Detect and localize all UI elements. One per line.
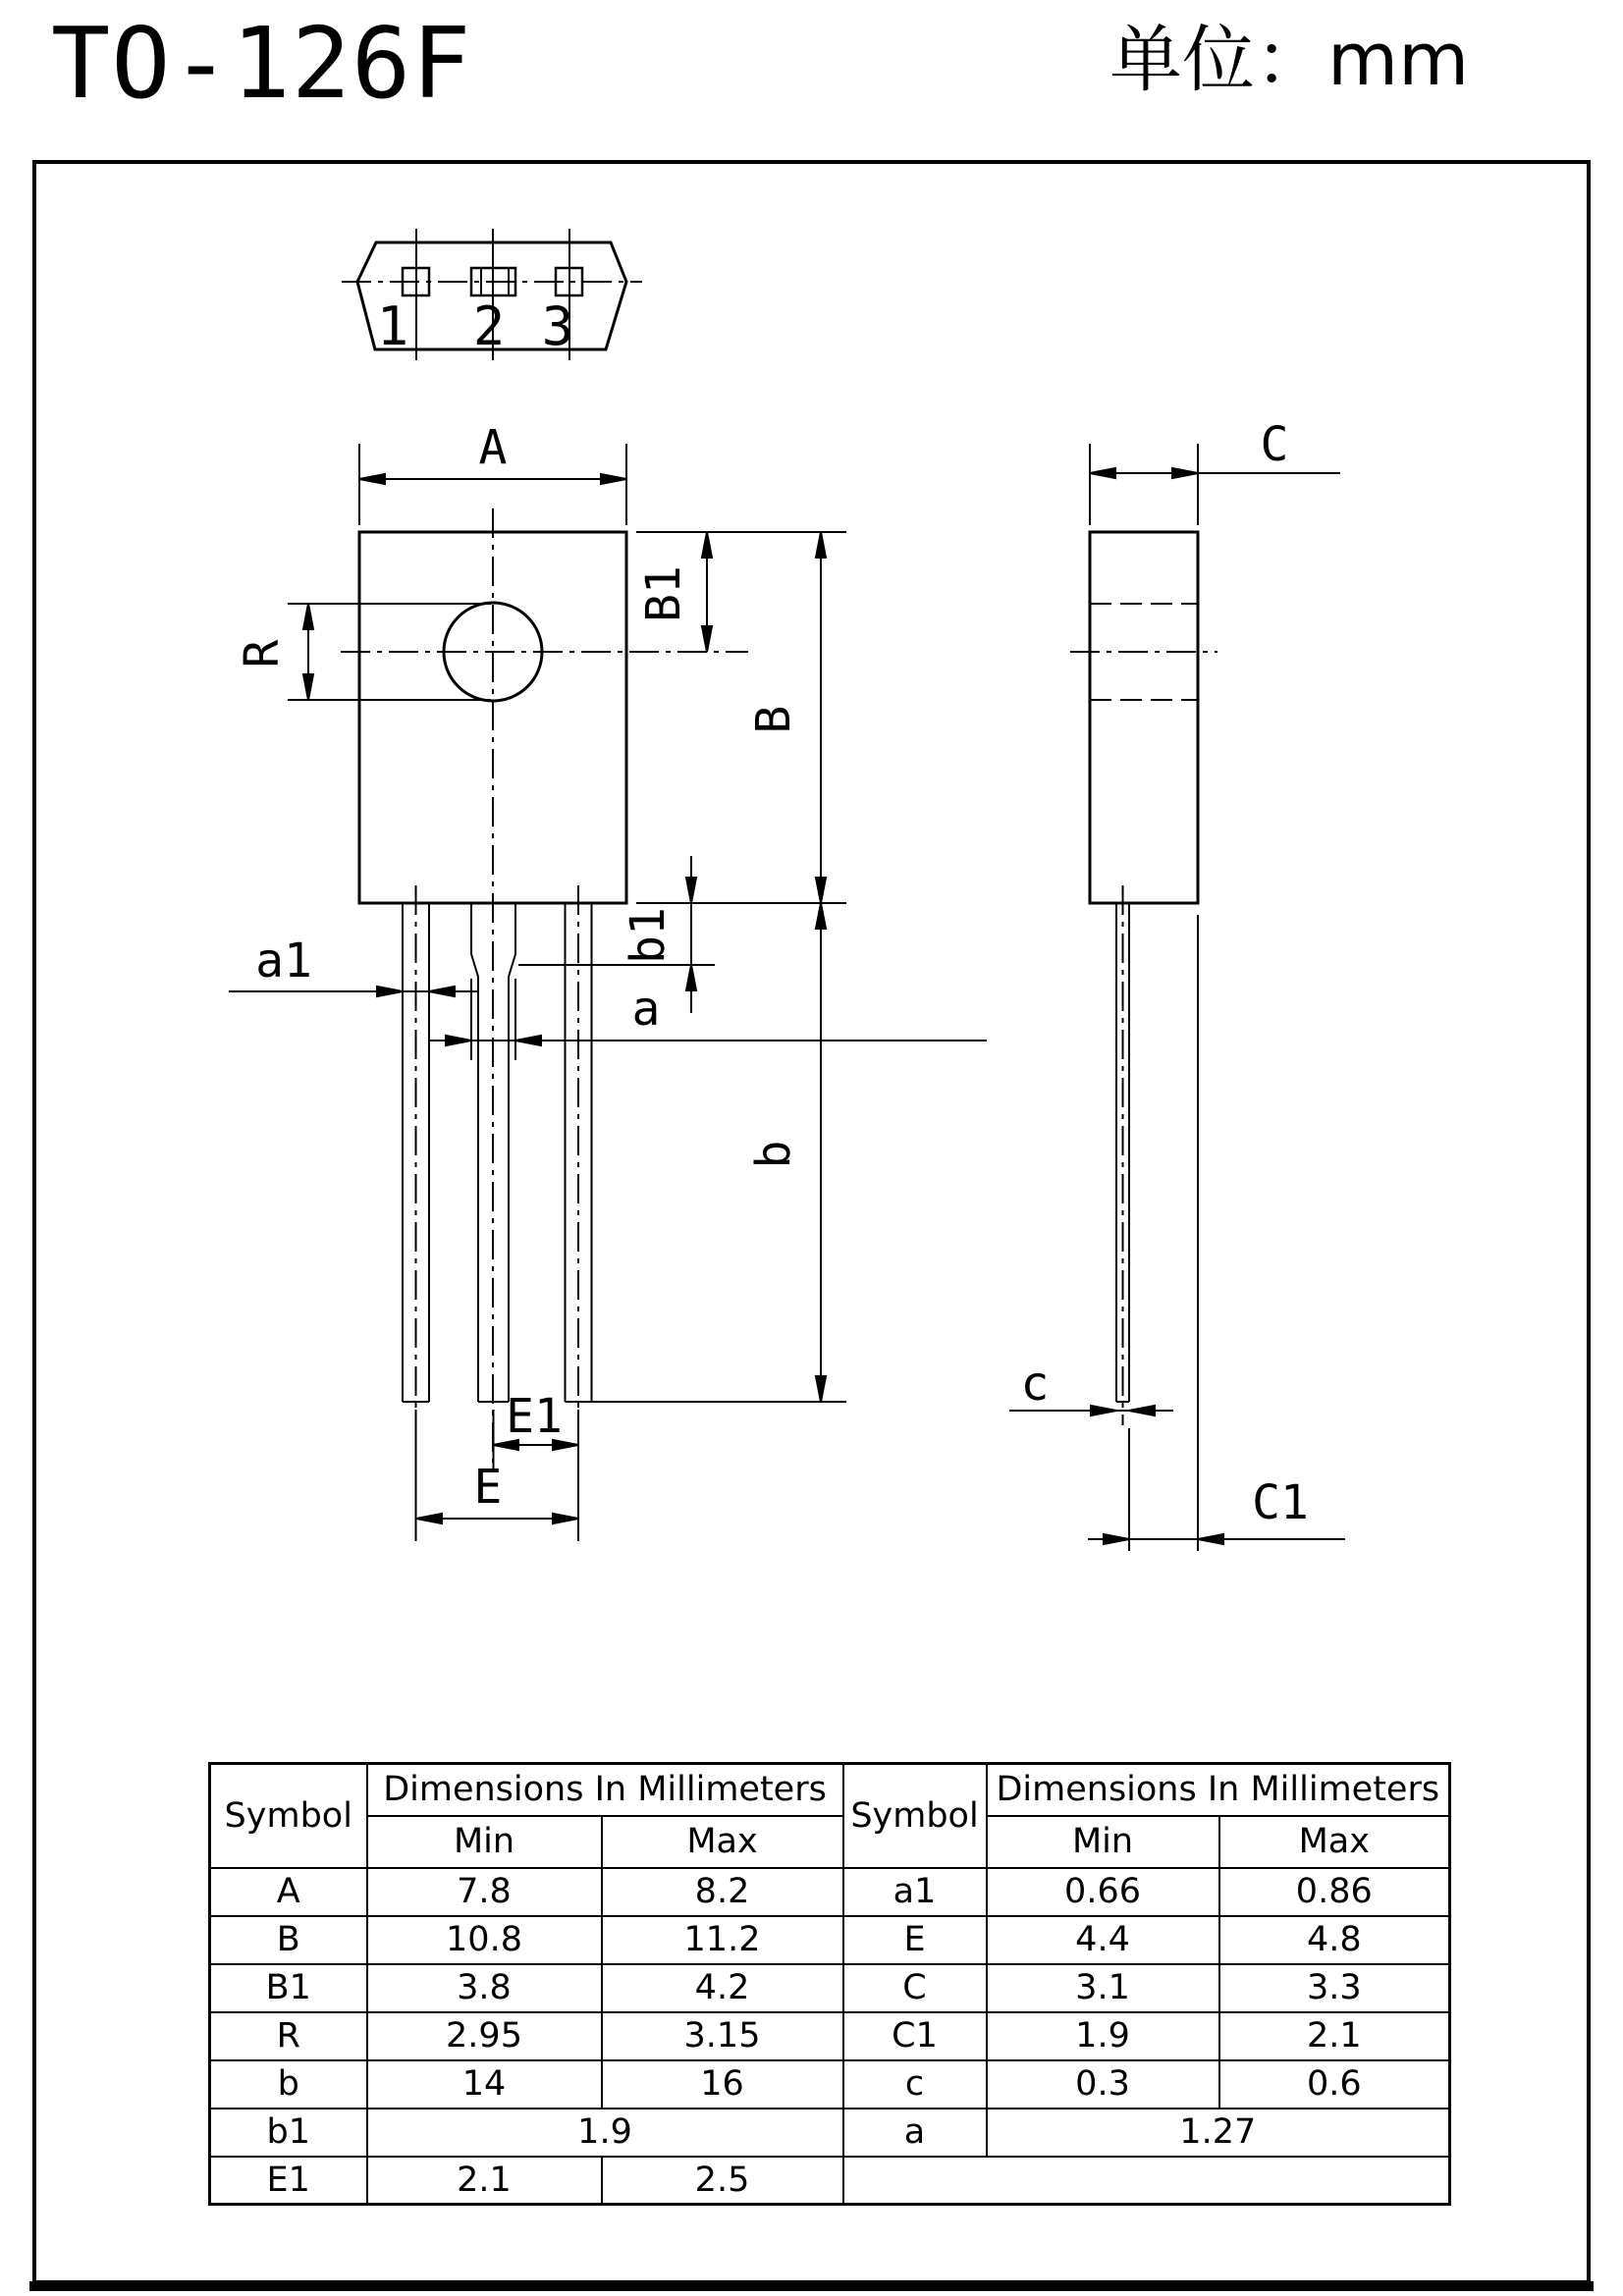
package-side-view (1009, 417, 1345, 1551)
table-cell-symbol: R (210, 2012, 367, 2060)
lead-1 (403, 885, 429, 1421)
dim-c (1009, 1357, 1173, 1415)
side-lead (1116, 885, 1129, 1425)
table-cell-min: 3.1 (987, 1964, 1219, 2012)
table-row (210, 1964, 1450, 2012)
dim-a (429, 979, 987, 1060)
table-cell-symbol: A (210, 1868, 367, 1916)
dim-label-b: b (746, 1140, 801, 1169)
table-cell-symbol: E1 (210, 2157, 367, 2205)
table-header-dims-left: Dimensions In Millimeters (367, 1764, 843, 1816)
table-cell-symbol: E (843, 1916, 987, 1964)
table-row (210, 1916, 1450, 1964)
table-cell-max: 16 (602, 2060, 843, 2109)
table-cell-symbol: a1 (843, 1868, 987, 1916)
table-cell-symbol: c (843, 2060, 987, 2109)
dim-label-a: a (631, 982, 661, 1037)
table-cell-symbol: b (210, 2060, 367, 2109)
table-header-symbol-left: Symbol (210, 1764, 367, 1868)
table-cell-max: 2.1 (1219, 2012, 1450, 2060)
dim-C1 (1088, 915, 1345, 1551)
dim-label-C: C (1260, 417, 1289, 472)
table-cell-symbol: C1 (843, 2012, 987, 2060)
table-cell-symbol: B (210, 1916, 367, 1964)
dim-B1 (636, 532, 846, 652)
table-cell-max: 2.5 (602, 2157, 843, 2205)
table-cell-min: 0.3 (987, 2060, 1219, 2109)
table-cell-min: 4.4 (987, 1916, 1219, 1964)
dim-label-E: E (473, 1460, 503, 1515)
table-header-min-left: Min (367, 1816, 602, 1868)
pin-label-1: 1 (376, 295, 409, 357)
table-header-dims-right: Dimensions In Millimeters (987, 1764, 1450, 1816)
table-cell-symbol: B1 (210, 1964, 367, 2012)
table-cell-empty (843, 2157, 1450, 2205)
table-cell-value: 1.27 (987, 2109, 1450, 2157)
dim-label-C1: C1 (1252, 1475, 1309, 1530)
table-cell-symbol: C (843, 1964, 987, 2012)
dim-b1 (518, 856, 715, 1013)
table-cell-min: 0.66 (987, 1868, 1219, 1916)
table-cell-min: 1.9 (987, 2012, 1219, 2060)
table-row (210, 2060, 1450, 2109)
table-cell-min: 7.8 (367, 1868, 602, 1916)
table-cell-min: 3.8 (367, 1964, 602, 2012)
package-front-view (229, 420, 987, 1541)
table-cell-symbol: b1 (210, 2109, 367, 2157)
table-row (210, 2157, 1450, 2205)
table-cell-min: 2.1 (367, 2157, 602, 2205)
table-cell-max: 3.3 (1219, 1964, 1450, 2012)
table-cell-value: 1.9 (367, 2109, 843, 2157)
dim-label-b1: b1 (621, 907, 676, 964)
table-cell-max: 8.2 (602, 1868, 843, 1916)
dim-label-E1: E1 (506, 1389, 563, 1444)
table-header-symbol-right: Symbol (843, 1764, 987, 1868)
table-row (210, 2012, 1450, 2060)
dim-label-c: c (1020, 1357, 1050, 1412)
dim-C (1090, 417, 1340, 525)
dim-label-B: B (746, 705, 801, 734)
table-row (210, 1868, 1450, 1916)
pin-label-2: 2 (472, 295, 506, 357)
dim-label-B1: B1 (636, 565, 691, 622)
dim-label-A: A (478, 420, 508, 475)
package-top-view (342, 229, 642, 360)
table-header-max-left: Max (602, 1816, 843, 1868)
table-header-min-right: Min (987, 1816, 1219, 1868)
table-cell-max: 4.2 (602, 1964, 843, 2012)
table-cell-max: 3.15 (602, 2012, 843, 2060)
unit-label: 单位：mm (1109, 18, 1470, 102)
dim-b (587, 903, 846, 1402)
table-row (210, 2109, 1450, 2157)
side-body-outline (1090, 532, 1198, 903)
table-cell-min: 2.95 (367, 2012, 602, 2060)
dimension-table (208, 1762, 1451, 2206)
table-cell-min: 14 (367, 2060, 602, 2109)
table-cell-max: 0.6 (1219, 2060, 1450, 2109)
table-cell-max: 0.86 (1219, 1868, 1450, 1916)
dim-label-R: R (235, 639, 290, 668)
table-cell-max: 4.8 (1219, 1916, 1450, 1964)
page-title: TO-126F (51, 6, 472, 121)
table-header-max-right: Max (1219, 1816, 1450, 1868)
table-cell-min: 10.8 (367, 1916, 602, 1964)
table-cell-max: 11.2 (602, 1916, 843, 1964)
dim-label-a1: a1 (255, 934, 312, 988)
pin-label-3: 3 (541, 295, 574, 357)
table-cell-symbol: a (843, 2109, 987, 2157)
dim-a1 (229, 934, 478, 996)
